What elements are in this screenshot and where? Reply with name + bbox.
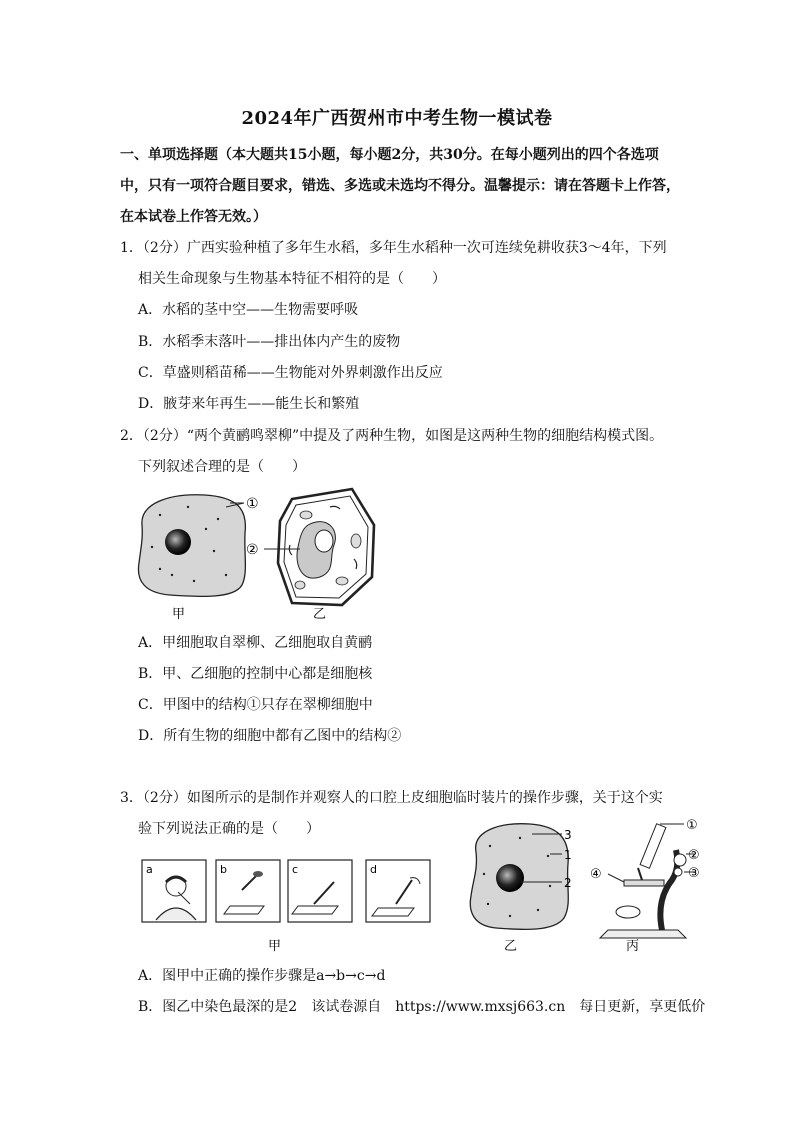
q1-option-a: A．水稻的茎中空——生物需要呼吸	[138, 302, 359, 318]
plant-cell-diagram	[264, 489, 374, 605]
q1-option-c: C．草盛则稻苗稀——生物能对外界刺激作出反应	[138, 365, 443, 381]
microscope-diagram	[600, 824, 694, 938]
section-line-1: 一、单项选择题（本大题共15小题，每小题2分，共30分。在每小题列出的四个各选项	[120, 147, 659, 163]
label-structure-1: ①	[246, 496, 259, 512]
q3-option-a: A．图甲中正确的操作步骤是a→b→c→d	[138, 968, 386, 984]
micro-label-3: ③	[688, 866, 700, 881]
animal-cell-diagram	[138, 495, 245, 597]
q2-option-d: D．所有生物的细胞中都有乙图中的结构②	[138, 728, 402, 744]
cheek-cell-diagram	[470, 824, 568, 930]
micro-label-1: ①	[686, 818, 698, 833]
caption-jia-3: 甲	[268, 939, 282, 954]
q2-option-a: A．甲细胞取自翠柳、乙细胞取自黄鹂	[138, 635, 373, 651]
q1-stem-line-1: 1．（2分）广西实验种植了多年生水稻，多年生水稻种一次可连续免耕收获3～4年，下列	[120, 240, 667, 256]
q2-option-b: B．甲、乙细胞的控制中心都是细胞核	[138, 666, 373, 682]
micro-label-2: ②	[688, 848, 700, 863]
step-panels	[142, 860, 430, 922]
cell-label-1: 1	[564, 848, 572, 862]
micro-label-4: ④	[590, 867, 602, 882]
section-header	[120, 140, 680, 233]
q3-option-b: B．图乙中染色最深的是2 该试卷源自 https://www.mxsj663.cn 每日更新，享更低价	[138, 999, 706, 1015]
step-b-label: b	[220, 863, 227, 876]
step-d-label: d	[370, 863, 377, 876]
caption-yi: 乙	[313, 607, 327, 622]
page-title: 2024年广西贺州市中考生物一模试卷	[241, 108, 553, 129]
section-line-2: 中，只有一项符合题目要求，错选、多选或未选均不得分。温馨提示：请在答题卡上作答，	[120, 178, 680, 194]
q1-stem-line-2: 相关生命现象与生物基本特征不相符的是（ ）	[138, 271, 446, 287]
q3-stem-line-1: 3．（2分）如图所示的是制作并观察人的口腔上皮细胞临时装片的操作步骤，关于这个实	[120, 790, 663, 806]
q2-stem-line-2: 下列叙述合理的是（ ）	[138, 459, 306, 475]
q3-stem-line-2: 验下列说法正确的是（ ）	[138, 821, 320, 837]
caption-jia: 甲	[172, 607, 186, 622]
label-structure-2: ②	[246, 542, 259, 558]
caption-yi-3: 乙	[504, 939, 518, 954]
q3-figure	[138, 812, 720, 960]
caption-bing: 丙	[626, 939, 640, 954]
q2-stem-line-1: 2．（2分）“两个黄鹂鸣翠柳”中提及了两种生物，如图是这两种生物的细胞结构模式图。	[120, 428, 664, 444]
q2-cell-figure	[130, 485, 400, 625]
q1-option-d: D．腋芽来年再生——能生长和繁殖	[138, 396, 360, 412]
cell-label-3: 3	[564, 828, 572, 842]
step-a-label: a	[146, 863, 153, 876]
q1-option-b: B．水稻季末落叶——排出体内产生的废物	[138, 334, 401, 350]
cell-label-2: 2	[564, 876, 572, 890]
step-c-label: c	[292, 863, 299, 876]
q2-option-c: C．甲图中的结构①只存在翠柳细胞中	[138, 697, 373, 713]
section-line-3: 在本试卷上作答无效。）	[120, 209, 267, 225]
